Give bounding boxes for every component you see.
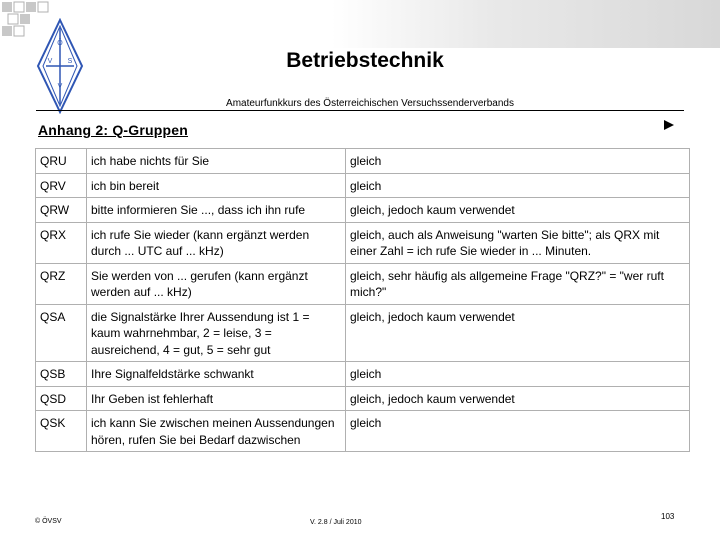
svg-text:V: V bbox=[47, 58, 53, 65]
usage-cell: gleich, jedoch kaum verwendet bbox=[346, 386, 690, 411]
oevsv-logo bbox=[36, 18, 84, 114]
q-code-cell: QSK bbox=[36, 411, 87, 452]
usage-cell: gleich bbox=[346, 362, 690, 387]
q-code-cell: QSD bbox=[36, 386, 87, 411]
table-row bbox=[36, 198, 690, 223]
page-title: Betriebstechnik bbox=[286, 49, 444, 72]
meaning-cell: bitte informieren Sie ..., dass ich ihn rufe bbox=[87, 198, 346, 223]
q-code-cell: QRZ bbox=[36, 263, 87, 304]
section-heading: Anhang 2: Q-Gruppen bbox=[38, 122, 189, 138]
q-code-cell: QRX bbox=[36, 222, 87, 263]
svg-text:V: V bbox=[57, 83, 63, 90]
table-row bbox=[36, 263, 690, 304]
svg-text:Ö: Ö bbox=[57, 40, 63, 47]
meaning-cell: ich kann Sie zwischen meinen Aussendungen hören, rufen Sie bei Bedarf dazwischen bbox=[87, 411, 346, 452]
next-arrow-icon[interactable] bbox=[664, 120, 674, 130]
meaning-cell: ich habe nichts für Sie bbox=[87, 149, 346, 174]
table-row bbox=[36, 304, 690, 362]
page-number: 103 bbox=[661, 512, 675, 521]
table-row bbox=[36, 362, 690, 387]
meaning-cell: Ihr Geben ist fehlerhaft bbox=[87, 386, 346, 411]
footer-copyright: © ÖVSV bbox=[35, 518, 62, 525]
usage-cell: gleich, jedoch kaum verwendet bbox=[346, 304, 690, 362]
usage-cell: gleich bbox=[346, 411, 690, 452]
usage-cell: gleich bbox=[346, 149, 690, 174]
table-row bbox=[36, 173, 690, 198]
meaning-cell: die Signalstärke Ihrer Aussendung ist 1 = kaum wahrnehmbar, 2 = leise, 3 = ausreichend, 4 = gut, 5 = sehr gut bbox=[87, 304, 346, 362]
meaning-cell: Sie werden von ... gerufen (kann ergänzt werden auf ... kHz) bbox=[87, 263, 346, 304]
usage-cell: gleich, jedoch kaum verwendet bbox=[346, 198, 690, 223]
table-row bbox=[36, 386, 690, 411]
page-subtitle: Amateurfunkkurs des Österreichischen Versuchssenderverbands bbox=[226, 98, 514, 109]
q-code-cell: QRU bbox=[36, 149, 87, 174]
meaning-cell: Ihre Signalfeldstärke schwankt bbox=[87, 362, 346, 387]
footer-version: V. 2.8 / Juli 2010 bbox=[310, 519, 362, 526]
usage-cell: gleich bbox=[346, 173, 690, 198]
svg-text:S: S bbox=[67, 58, 73, 65]
header-divider bbox=[36, 110, 684, 111]
header-band bbox=[0, 0, 720, 48]
q-code-cell: QSB bbox=[36, 362, 87, 387]
meaning-cell: ich bin bereit bbox=[87, 173, 346, 198]
table-row bbox=[36, 149, 690, 174]
meaning-cell: ich rufe Sie wieder (kann ergänzt werden durch ... UTC auf ... kHz) bbox=[87, 222, 346, 263]
table-row bbox=[36, 222, 690, 263]
q-codes-table bbox=[35, 148, 690, 452]
q-code-cell: QRV bbox=[36, 173, 87, 198]
q-code-cell: QSA bbox=[36, 304, 87, 362]
table-row bbox=[36, 411, 690, 452]
usage-cell: gleich, auch als Anweisung "warten Sie bitte"; als QRX mit einer Zahl = ich rufe Sie wieder in ... Minuten. bbox=[346, 222, 690, 263]
usage-cell: gleich, sehr häufig als allgemeine Frage "QRZ?" = "wer ruft mich?" bbox=[346, 263, 690, 304]
q-code-cell: QRW bbox=[36, 198, 87, 223]
